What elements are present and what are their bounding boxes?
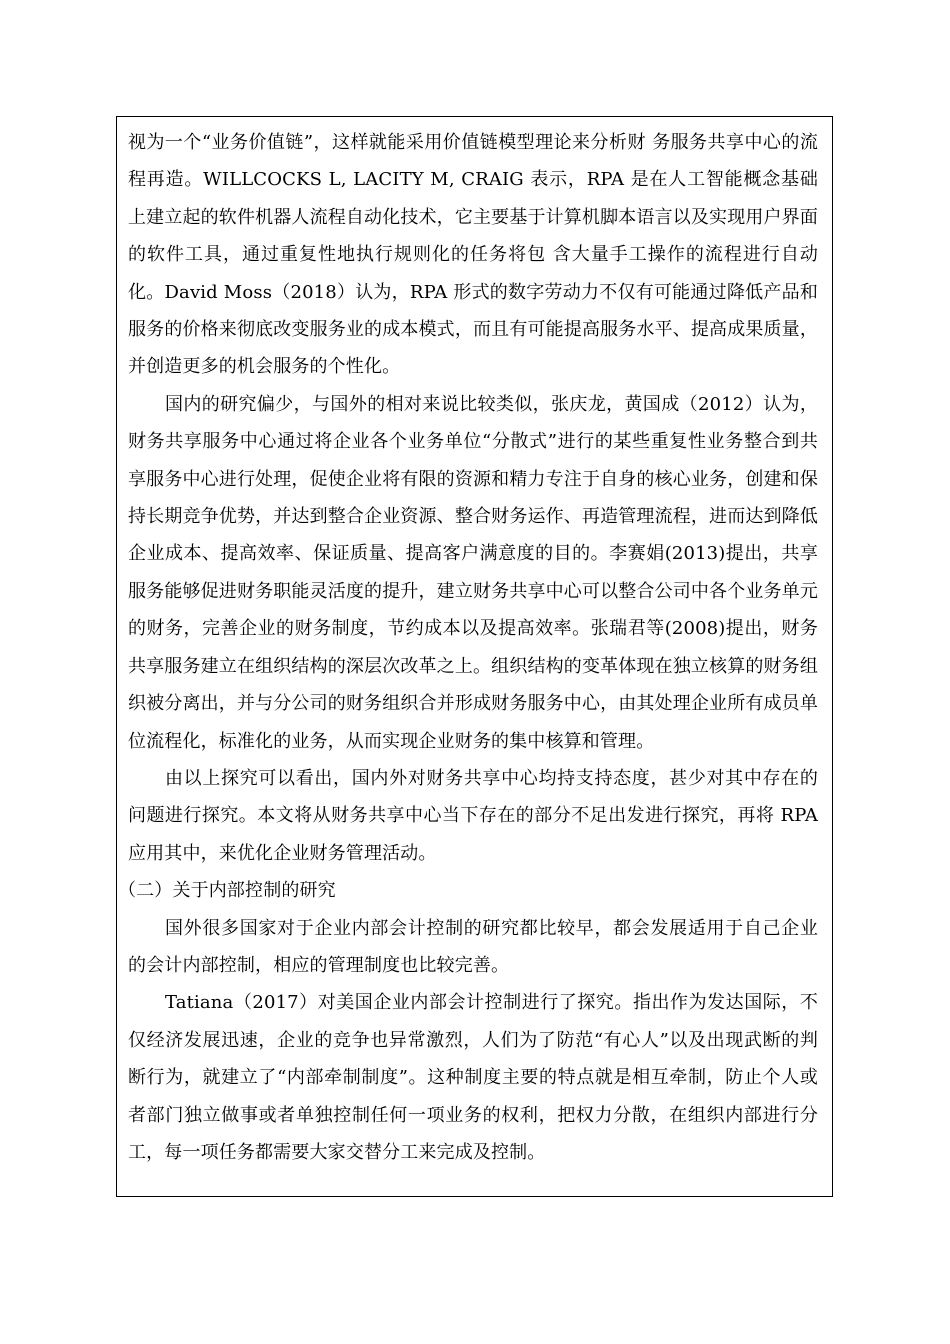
paragraph-foreign-control: 国外很多国家对于企业内部会计控制的研究都比较早，都会发展适用于自己企业的会计内部控制，相应的管理制度也比较完善。 — [128, 917, 818, 976]
paragraph-tatiana: Tatiana（2017）对美国企业内部会计控制进行了探究。指出作为发达国际，不仅经济发展迅速，企业的竞争也异常激烈，人们为了防范“有心人”以及出现武断的判断行为，就建立了“内部牵制制度”。这种制度主要的特点就是相互牵制，防止个人或者部门独立做事或者单独控制任何一项业务的权利，把权力分散，在组织内部进行分工，每一项任务都需要大家交替分工来完成及控制。 — [128, 992, 818, 1163]
section-heading-internal-control: （二）关于内部控制的研究 — [118, 880, 336, 902]
paragraph-rpa-literature: 视为一个“业务价值链”，这样就能采用价值链模型理论来分析财 务服务共享中心的流程再造。WILLCOCKS L, LACITY M, CRAIG 表示，RPA 是在人工智能概念基础上建立起的软件机器人流程自动化技术，它主要基于计算机脚本语言以及实现用户界面的软件工具，通过重复性地执行规则化的任务将包 含大量手工操作的流程进行自动化。David Moss（2018）认为，RPA 形式的数字劳动力不仅有可能通过降低产品和服务的价格来彻底改变服务业的成本模式，而且有可能提高服务水平、提高成果质量，并创造更多的机会服务的个性化。 — [128, 132, 818, 378]
paragraph-domestic-research: 国内的研究偏少，与国外的相对来说比较类似，张庆龙，黄国成（2012）认为，财务共享服务中心通过将企业各个业务单位“分散式”进行的某些重复性业务整合到共享服务中心进行处理，促使企业将有限的资源和精力专注于自身的核心业务，创建和保持长期竞争优势，并达到整合企业资源、整合财务运作、再造管理流程，进而达到降低企业成本、提高效率、保证质量、提高客户满意度的目的。李赛娟(2013)提出，共享服务能够促进财务职能灵活度的提升，建立财务共享中心可以整合公司中各个业务单元的财务，完善企业的财务制度，节约成本以及提高效率。张瑞君等(2008)提出，财务共享服务建立在组织结构的深层次改革之上。组织结构的变革体现在独立核算的财务组织被分离出，并与分公司的财务组织合并形成财务服务中心，由其处理企业所有成员单位流程化，标准化的业务，从而实现企业财务的集中核算和管理。 — [128, 393, 818, 752]
paragraph-summary: 由以上探究可以看出，国内外对财务共享中心均持支持态度，甚少对其中存在的问题进行探究。本文将从财务共享中心当下存在的部分不足出发进行探究，再将 RPA 应用其中，来优化企业财务管理活动。 — [128, 767, 818, 864]
document-body — [118, 124, 818, 1171]
